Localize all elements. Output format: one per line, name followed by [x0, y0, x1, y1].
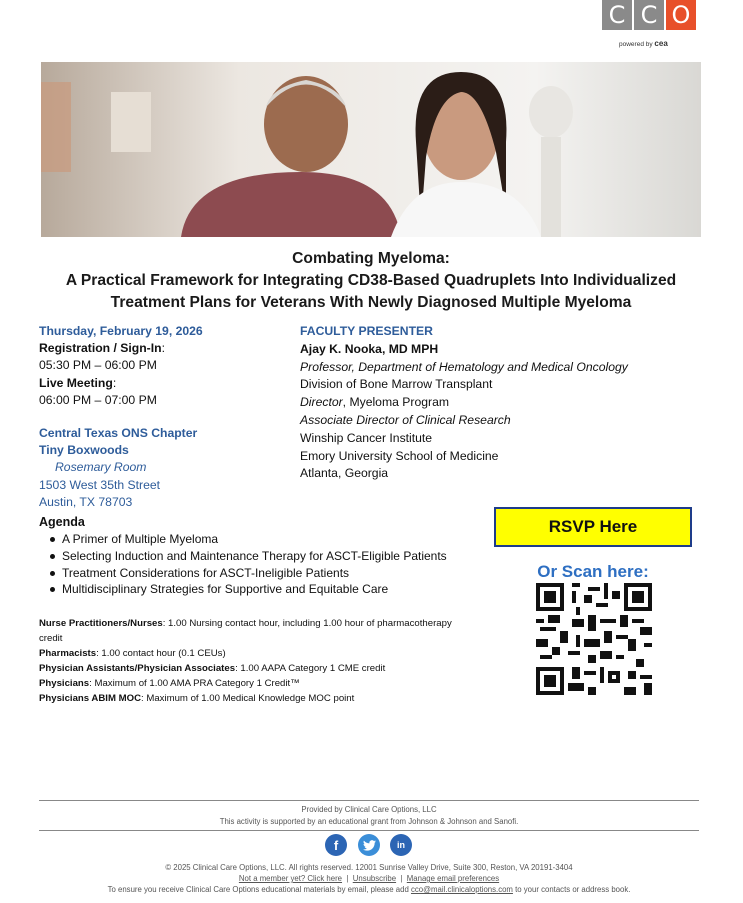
credit-row — [39, 616, 459, 646]
hero-image — [41, 62, 701, 237]
venue-street: 1503 West 35th Street — [39, 477, 161, 492]
agenda-item: Multidisciplinary Strategies for Supportive and Equitable Care — [50, 581, 489, 598]
chapter-name: Central Texas ONS Chapter — [39, 426, 198, 441]
venue-city: Austin, TX 78703 — [39, 494, 133, 509]
agenda-heading: Agenda — [39, 515, 85, 529]
faculty-name: Ajay K. Nooka, MD MPH — [300, 341, 439, 356]
footer-email-link[interactable]: cco@mail.clinicaloptions.com — [410, 885, 513, 894]
hero-photo-illustration — [41, 62, 701, 237]
credit-row — [39, 661, 459, 676]
registration-label: Registration / Sign-In — [39, 341, 162, 356]
faculty-line-1: Professor, Department of Hematology and Medical Oncology — [300, 359, 628, 374]
footer-divider-bottom — [39, 830, 699, 831]
credit-label: Pharmacists — [39, 648, 97, 659]
meeting-label: Live Meeting — [39, 375, 113, 390]
agenda-item: Treatment Considerations for ASCT-Ineligible Patients — [50, 565, 489, 582]
registration-time: 05:30 PM – 06:00 PM — [39, 358, 157, 373]
agenda — [39, 514, 489, 598]
venue-name: Tiny Boxwoods — [39, 443, 129, 458]
credit-text: : Maximum of 1.00 Medical Knowledge MOC point — [141, 693, 355, 704]
credit-label: Physician Assistants/Physician Associates — [39, 663, 236, 674]
footer-grant: This activity is supported by an educational grant from Johnson & Johnson and Sanofi. — [219, 817, 519, 826]
event-details — [39, 323, 289, 511]
manage-preferences-link[interactable]: Manage email preferences — [406, 874, 500, 883]
linkedin-icon[interactable]: in — [390, 834, 412, 856]
title-line-1: Combating Myeloma: — [292, 250, 450, 267]
meeting-row: Live Meeting: — [39, 375, 117, 390]
faculty-director-label: Director — [300, 395, 343, 410]
logo-letter-c2: C — [634, 0, 664, 30]
faculty-line-2: Division of Bone Marrow Transplant — [300, 377, 493, 392]
faculty-presenter — [300, 323, 720, 483]
credit-label: Nurse Practitioners/Nurses — [39, 618, 163, 629]
footer-divider-top — [39, 800, 699, 801]
event-title — [41, 248, 701, 314]
title-line-3: Treatment Plans for Veterans With Newly Diagnosed Multiple Myeloma — [110, 294, 632, 311]
faculty-line-6: Emory University School of Medicine — [300, 448, 499, 463]
agenda-list — [39, 531, 489, 598]
not-member-link[interactable]: Not a member yet? Click here — [238, 874, 343, 883]
room-name: Rosemary Room — [55, 460, 147, 475]
footer-copyright: © 2025 Clinical Care Options, LLC. All rights reserved. 12001 Sunrise Valley Drive, Suite 300, Reston, VA 20191-3404 — [165, 863, 573, 872]
agenda-item: A Primer of Multiple Myeloma — [50, 531, 489, 548]
faculty-line-7: Atlanta, Georgia — [300, 466, 389, 481]
footer-provided-by: Provided by Clinical Care Options, LLC — [301, 805, 437, 814]
footer-ensure — [39, 884, 699, 895]
registration-row: Registration / Sign-In: — [39, 341, 165, 356]
footer-links: Not a member yet? Click here | Unsubscribe | Manage email preferences — [238, 874, 500, 883]
faculty-line-5: Winship Cancer Institute — [300, 430, 433, 445]
footer-ensure-suffix: to your contacts or address book. — [515, 885, 631, 894]
twitter-icon[interactable] — [358, 834, 380, 856]
meeting-time: 06:00 PM – 07:00 PM — [39, 392, 157, 407]
credit-label: Physicians — [39, 678, 90, 689]
title-line-2: A Practical Framework for Integrating CD38-Based Quadruplets Into Individualized — [65, 272, 677, 289]
credit-text: : 1.00 AAPA Category 1 CME credit — [235, 663, 386, 674]
logo-tagline-prefix: powered by — [619, 41, 653, 48]
logo-letter-c1: C — [602, 0, 632, 30]
faculty-line-3: Director, Myeloma Program — [300, 395, 450, 410]
footer-ensure-prefix: To ensure you receive Clinical Care Options educational materials by email, please add — [107, 885, 409, 894]
credit-text: : 1.00 Nursing contact hour, including 1.00 hour of pharmacotherapy credit — [39, 618, 452, 644]
scan-label: Or Scan here: — [537, 562, 649, 581]
facebook-icon[interactable]: f — [325, 834, 347, 856]
agenda-item: Selecting Induction and Maintenance Therapy for ASCT-Eligible Patients — [50, 548, 489, 565]
unsubscribe-link[interactable]: Unsubscribe — [352, 874, 397, 883]
credit-row — [39, 676, 459, 691]
logo-tagline — [619, 39, 697, 48]
credit-row — [39, 691, 459, 706]
rsvp-button[interactable]: RSVP Here — [494, 507, 692, 547]
credit-text: : 1.00 contact hour (0.1 CEUs) — [96, 648, 226, 659]
logo-letter-o: O — [666, 0, 696, 30]
logo-tagline-brand: cea — [654, 39, 668, 48]
faculty-line-4: Associate Director of Clinical Research — [300, 412, 511, 427]
credit-info — [39, 616, 459, 706]
credit-label: Physicians ABIM MOC — [39, 693, 141, 704]
faculty-program: Myeloma Program — [349, 395, 450, 410]
cco-logo — [602, 0, 697, 48]
qr-code-icon[interactable] — [536, 583, 652, 695]
credit-row — [39, 646, 459, 661]
event-date: Thursday, February 19, 2026 — [39, 324, 203, 338]
faculty-heading: FACULTY PRESENTER — [300, 324, 433, 338]
credit-text: : Maximum of 1.00 AMA PRA Category 1 Credit™ — [89, 678, 300, 689]
